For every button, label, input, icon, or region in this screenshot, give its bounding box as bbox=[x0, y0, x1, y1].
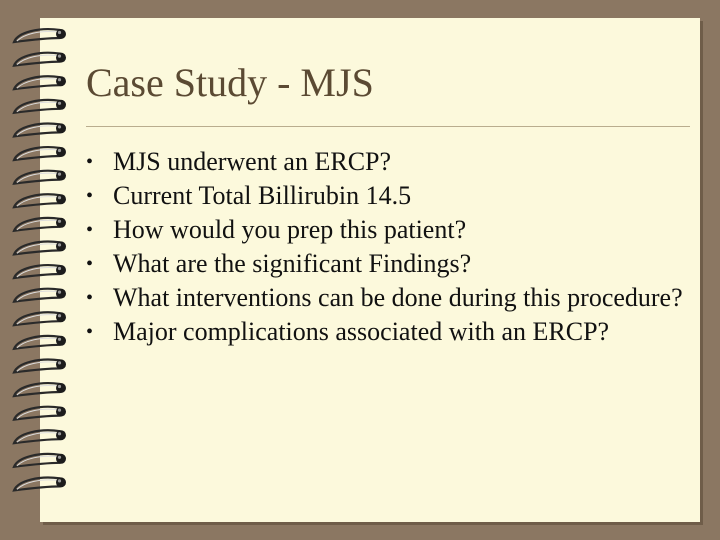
spiral-ring-icon bbox=[14, 265, 66, 278]
bullet-text: How would you prep this patient? bbox=[113, 215, 467, 244]
bullet-mark: • bbox=[86, 253, 94, 275]
bullet-item bbox=[86, 281, 686, 315]
title-divider bbox=[86, 126, 690, 127]
slide-title: Case Study - MJS bbox=[86, 60, 374, 105]
bullet-text: What are the significant Findings? bbox=[113, 249, 472, 278]
spiral-ring-icon bbox=[14, 241, 66, 254]
spiral-ring-icon bbox=[14, 336, 66, 349]
spiral-ring-icon bbox=[14, 76, 66, 89]
spiral-ring-icon bbox=[14, 477, 66, 490]
bullet-item bbox=[86, 315, 686, 349]
spiral-ring-icon bbox=[14, 289, 66, 302]
spiral-ring-icon bbox=[14, 100, 66, 113]
spiral-ring-icon bbox=[14, 194, 66, 207]
spiral-ring-icon bbox=[14, 171, 66, 184]
spiral-ring-icon bbox=[14, 430, 66, 443]
spiral-ring-icon bbox=[14, 123, 66, 136]
spiral-ring-icon bbox=[14, 218, 66, 231]
bullet-text: What interventions can be done during this procedure? bbox=[113, 283, 683, 312]
spiral-ring-icon bbox=[14, 312, 66, 325]
spiral-ring-icon bbox=[14, 407, 66, 420]
bullet-mark: • bbox=[86, 287, 94, 309]
bullet-item bbox=[86, 179, 686, 213]
bullet-list bbox=[86, 145, 686, 349]
bullet-mark: • bbox=[86, 219, 94, 241]
spiral-ring-icon bbox=[14, 359, 66, 372]
bullet-text: Major complications associated with an ERCP? bbox=[113, 317, 610, 346]
bullet-text: Current Total Billirubin 14.5 bbox=[113, 181, 412, 210]
bullet-mark: • bbox=[86, 151, 94, 173]
spiral-binding bbox=[0, 0, 80, 540]
bullet-mark: • bbox=[86, 185, 94, 207]
bullet-mark: • bbox=[86, 321, 94, 343]
bullet-item bbox=[86, 247, 686, 281]
bullet-item bbox=[86, 145, 686, 179]
spiral-ring-icon bbox=[14, 147, 66, 160]
bullet-text: MJS underwent an ERCP? bbox=[113, 147, 392, 176]
spiral-ring-icon bbox=[14, 454, 66, 467]
bullet-item bbox=[86, 213, 686, 247]
spiral-ring-icon bbox=[14, 53, 66, 66]
spiral-ring-icon bbox=[14, 383, 66, 396]
spiral-ring-icon bbox=[14, 29, 66, 42]
